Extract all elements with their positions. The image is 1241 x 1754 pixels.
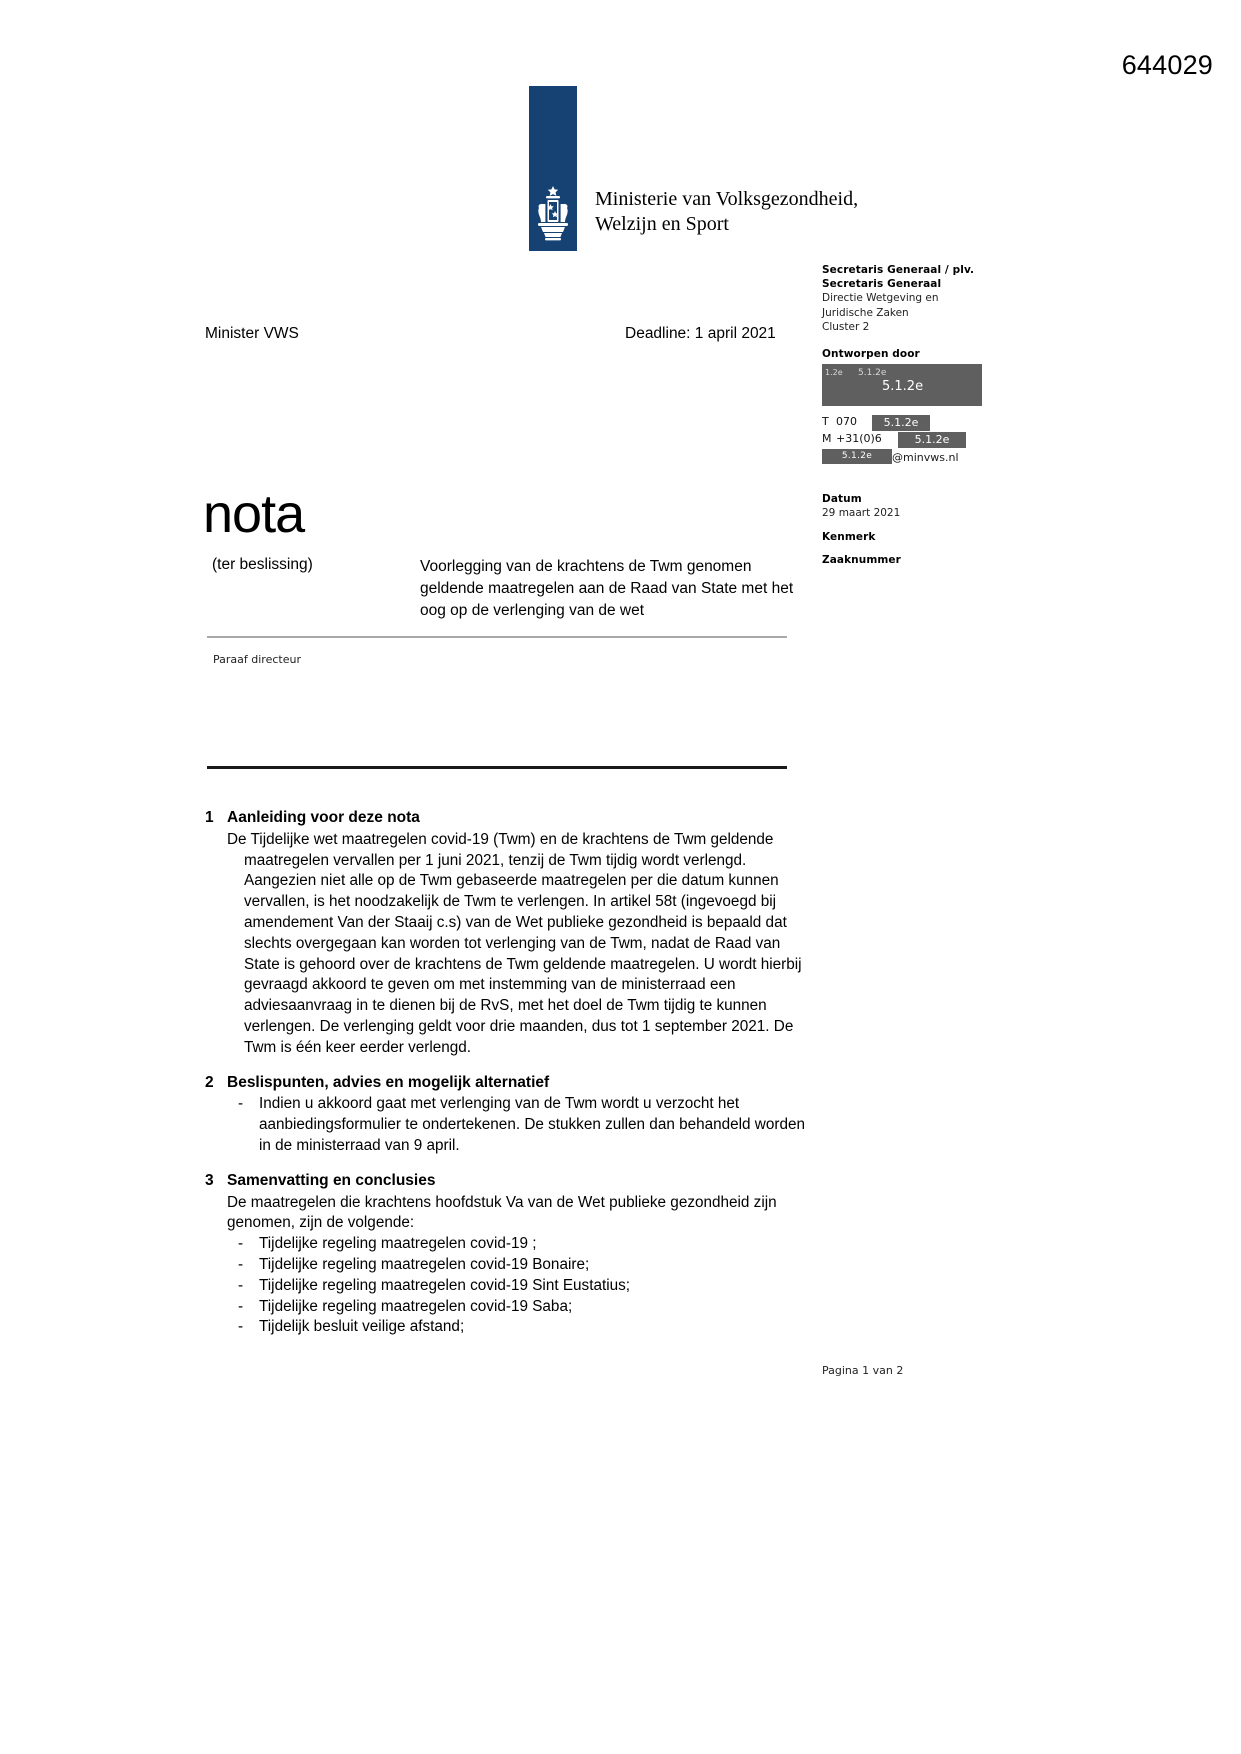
list-item: - Tijdelijke regeling maatregelen covid-19 Bonaire; [238, 1255, 805, 1276]
list-item: - Tijdelijke regeling maatregelen covid-19 Saba; [238, 1297, 805, 1318]
section-1-heading [205, 808, 805, 829]
redaction-box-email-user: 5.1.2e [822, 449, 892, 464]
redaction-box-phone: 5.1.2e [872, 415, 930, 431]
sidebar-directie-line-2: Juridische Zaken [822, 306, 909, 319]
ministry-logo [529, 86, 859, 251]
list-item: - Tijdelijke regeling maatregelen covid-19 Sint Eustatius; [238, 1276, 805, 1297]
email-domain: @minvws.nl [892, 450, 959, 464]
redaction-box-mobile: 5.1.2e [898, 432, 966, 448]
designer-redaction-block [822, 364, 982, 406]
page-title: nota [203, 484, 305, 544]
section-1-body [227, 830, 805, 1059]
section-3-bullet-list [205, 1234, 805, 1338]
kenmerk-label: Kenmerk [822, 530, 876, 543]
addressee: Minister VWS [205, 325, 299, 342]
sidebar-directie-line-1: Directie Wetgeving en [822, 292, 939, 305]
sidebar-org-line-1: Secretaris Generaal / plv. [822, 264, 975, 276]
page-footer: Pagina 1 van 2 [822, 1364, 904, 1377]
metadata-sidebar [822, 263, 1022, 567]
divider-thin [207, 636, 787, 638]
list-item: - Tijdelijke regeling maatregelen covid-19 ; [238, 1234, 805, 1255]
sidebar-cluster: Cluster 2 [822, 320, 870, 333]
ministry-name [595, 187, 858, 237]
section-1-title: Aanleiding voor deze nota [227, 809, 420, 826]
section-3-number: 3 [205, 1171, 214, 1189]
deadline: Deadline: 1 april 2021 [625, 325, 776, 342]
section-3 [205, 1171, 805, 1338]
decision-type: (ter beslissing) [212, 556, 313, 573]
section-3-heading [205, 1171, 805, 1192]
document-number: 644029 [1121, 50, 1213, 80]
ministry-name-line-1: Ministerie van Volksgezondheid, [595, 188, 859, 210]
phone-line [822, 415, 1022, 432]
document-subject: Voorlegging van de krachtens de Twm genomen geldende maatregelen aan de Raad van State met het oog op de verlenging van de wet [420, 558, 794, 619]
paraaf-directeur-label: Paraaf directeur [213, 653, 301, 666]
section-2-number: 2 [205, 1073, 214, 1091]
divider-thick [207, 766, 787, 769]
section-1-paragraph: De Tijdelijke wet maatregelen covid-19 (Twm) en de krachtens de Twm geldende maatregelen vervallen per 1 juni 2021, tenzij de Twm tijdig wordt verlengd. Aangezien niet alle op de Twm gebaseerde maatregelen per die datum kunnen vervallen, is het noodzakelijk de Twm te verlengen. In artikel 58t (ingevoegd bij amendement Van der Staaij c.s) van de Wet publieke gezondheid is bepaald dat slechts overgegaan kan worden tot verlenging van de Twm, nadat de Raad van State is gehoord over de krachtens de Twm geldende maatregelen. U wordt hierbij gevraagd akkoord te geven om met instemming van de ministerraad een adviesaanvraag in te dienen bij de RvS, met het doel de Twm tijdig te kunnen verlengen. De verlenging geldt voor drie maanden, dus tot 1 september 2021. De Twm is één keer eerder verlengd. [227, 830, 802, 1056]
section-2-bullet-list [205, 1094, 805, 1156]
section-2 [205, 1073, 805, 1157]
section-3-body [227, 1193, 805, 1235]
mobile-line [822, 432, 1022, 449]
sidebar-designed-by-label: Ontworpen door [822, 348, 920, 361]
section-2-title: Beslispunten, advies en mogelijk alternatief [227, 1073, 550, 1091]
zaaknummer-label: Zaaknummer [822, 553, 901, 566]
mobile-label: M [822, 432, 832, 446]
list-item: - Tijdelijk besluit veilige afstand; [238, 1317, 805, 1338]
datum-value: 29 maart 2021 [822, 507, 901, 520]
section-3-title: Samenvatting en conclusies [227, 1171, 436, 1189]
redaction-label-a: 1.2e [825, 368, 843, 378]
document-body [205, 808, 805, 1352]
phone-label: T [822, 415, 829, 429]
redaction-label-b: 5.1.2e [858, 368, 887, 379]
list-item: - Indien u akkoord gaat met verlenging van de Twm wordt u verzocht het aanbiedingsformulier te ondertekenen. De stukken zullen dan behandeld worden in de ministerraad van 9 april. [238, 1094, 805, 1156]
email-line [822, 449, 1022, 466]
redaction-label-c: 5.1.2e [882, 379, 924, 395]
datum-label: Datum [822, 493, 862, 506]
section-1 [205, 808, 805, 1059]
section-1-number: 1 [205, 809, 214, 826]
sidebar-org-line-2: Secretaris Generaal [822, 278, 942, 291]
section-3-paragraph: De maatregelen die krachtens hoofdstuk Va van de Wet publieke gezondheid zijn genomen, zijn de volgende: [227, 1193, 777, 1232]
section-2-heading [205, 1073, 805, 1094]
dutch-coat-of-arms-icon [533, 184, 573, 244]
phone-prefix: 070 [836, 415, 857, 429]
mobile-prefix: +31(0)6 [836, 432, 882, 446]
ministry-name-line-2: Welzijn en Sport [595, 213, 729, 235]
